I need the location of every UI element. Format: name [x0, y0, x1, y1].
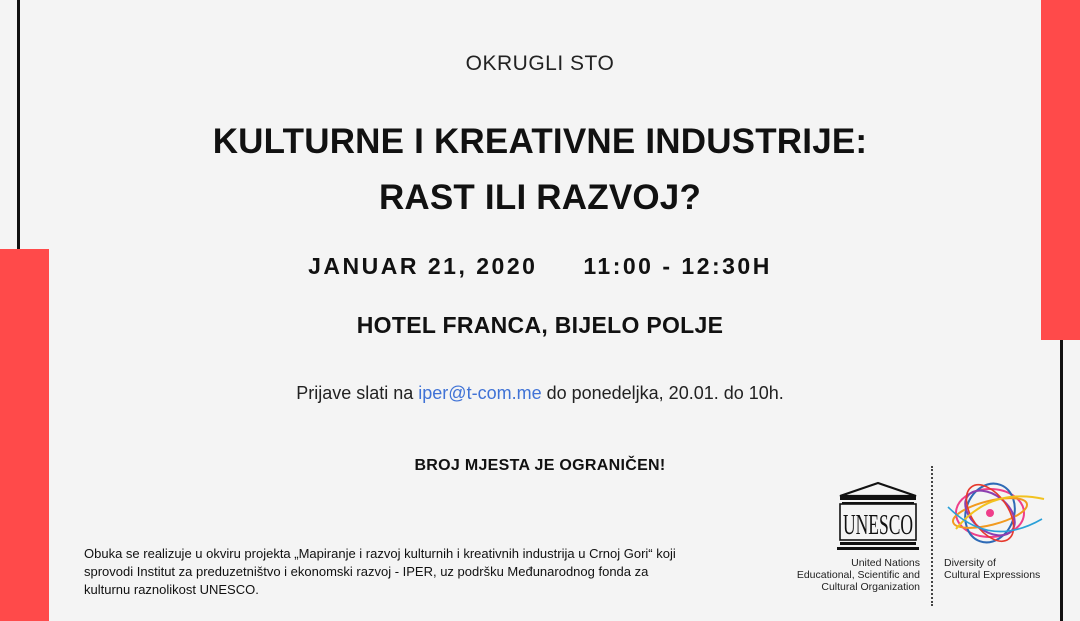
diversity-caption-line-1: Diversity of: [944, 557, 996, 569]
left-red-bar: [0, 249, 49, 621]
unesco-caption-line-3: Cultural Organization: [821, 581, 920, 593]
event-date: JANUAR 21, 2020: [308, 253, 538, 279]
unesco-caption-line-2: Educational, Scientific and: [796, 569, 920, 581]
unesco-temple-logo: [836, 482, 920, 552]
footnote-line-1: Obuka se realizuje u okviru projekta „Mapiranje i razvoj kulturnih i kreativnih industrija u Crnoj Gori“ koji: [84, 546, 676, 561]
page-title: [0, 114, 1080, 226]
unesco-caption-line-1: United Nations: [851, 557, 920, 569]
limited-seats-notice: BROJ MJESTA JE OGRANIČEN!: [414, 457, 666, 474]
registration-suffix: do ponedeljka, 20.01. do 10h.: [541, 383, 784, 403]
registration-text: [0, 383, 1080, 404]
project-footnote: [84, 545, 784, 599]
registration-email-link[interactable]: iper@t-com.me: [418, 383, 542, 403]
event-datetime: [0, 253, 1080, 280]
diversity-caption: [944, 557, 1064, 581]
title-line-1: KULTURNE I KREATIVNE INDUSTRIJE:: [212, 122, 868, 161]
title-line-2: RAST ILI RAZVOJ?: [378, 178, 702, 217]
diversity-caption-line-2: Cultural Expressions: [944, 569, 1041, 581]
registration-prefix: Prijave slati na: [296, 383, 419, 403]
footnote-line-3: kulturnu raznolikost UNESCO.: [84, 582, 259, 597]
footnote-line-2: sprovodi Institut za preduzetništvo i ekonomski razvoj - IPER, uz podršku Međunarodnog fonda za: [84, 564, 649, 579]
event-venue: HOTEL FRANCA, BIJELO POLJE: [356, 312, 724, 338]
event-time: 11:00 - 12:30H: [583, 253, 772, 279]
event-type: OKRUGLI STO: [465, 52, 615, 75]
unesco-caption: [780, 557, 920, 593]
logo-divider: [931, 466, 933, 606]
unesco-wordmark: UNESCO: [843, 510, 913, 541]
diversity-globe-logo: [944, 477, 1050, 557]
